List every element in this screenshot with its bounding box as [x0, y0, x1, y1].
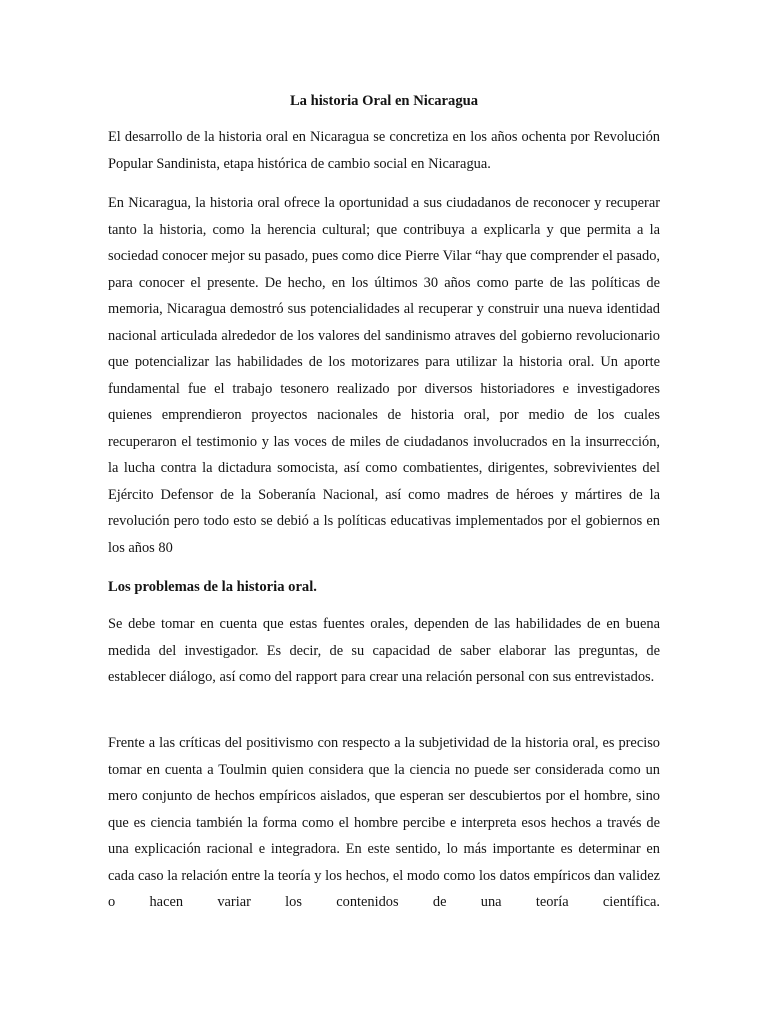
- paragraph-oral-history-nicaragua: En Nicaragua, la historia oral ofrece la oportunidad a sus ciudadanos de reconocer y recuperar tanto la historia, como la herencia cultural; que contribuya a explicarla y que permita a la sociedad conocer mejor su pasado, pues como dice Pierre Vilar “hay que comprender el pasado, para conocer el presente. De hecho, en los últimos 30 años como parte de las políticas de memoria, Nicaragua demostró sus potencialidades al recuperar y construir una nueva identidad nacional articulada alrededor de los valores del sandinismo atraves del gobierno revolucionario que potencializar las habilidades de los motorizares para utilizar la historia oral. Un aporte fundamental fue el trabajo tesonero realizado por diversos historiadores e investigadores quienes emprendieron proyectos nacionales de historia oral, por medio de los cuales recuperaron el testimonio y las voces de miles de ciudadanos involucrados en la insurrección, la lucha contra la dictadura somocista, así como combatientes, dirigentes, sobrevivientes del Ejército Defensor de la Soberanía Nacional, así como madres de héroes y mártires de la revolución pero todo esto se debió a ls políticas educativas implementados por el gobiernos en los años 80: [108, 195, 660, 556]
- section-heading: Los problemas de la historia oral.: [108, 579, 317, 595]
- document-title: La historia Oral en Nicaragua: [289, 93, 479, 109]
- paragraph-oral-sources: Se debe tomar en cuenta que estas fuentes orales, dependen de las habilidades de en buena medida del investigador. Es decir, de su capacidad de saber elaborar las preguntas, de establecer diálogo, así como del rapport para crear una relación personal con sus entrevistados.: [108, 616, 660, 685]
- paragraph-intro: El desarrollo de la historia oral en Nicaragua se concretiza en los años ochenta por Revolución Popular Sandinista, etapa histórica de cambio social en Nicaragua.: [108, 129, 660, 172]
- paragraph-positivism-critique: Frente a las críticas del positivismo con respecto a la subjetividad de la historia oral, es preciso tomar en cuenta a Toulmin quien considera que la ciencia no puede ser considerada como un mero conjunto de hechos empíricos aislados, que esperan ser descubiertos por el hombre, sino que es ciencia también la forma como el hombre percibe e interpreta esos hechos a través de una explicación racional e integradora. En este sentido, lo más importante es determinar en cada caso la relación entre la teoría y los hechos, el modo como los datos empíricos dan validez o hacen variar los contenidos de una teoría científica.: [108, 735, 660, 910]
